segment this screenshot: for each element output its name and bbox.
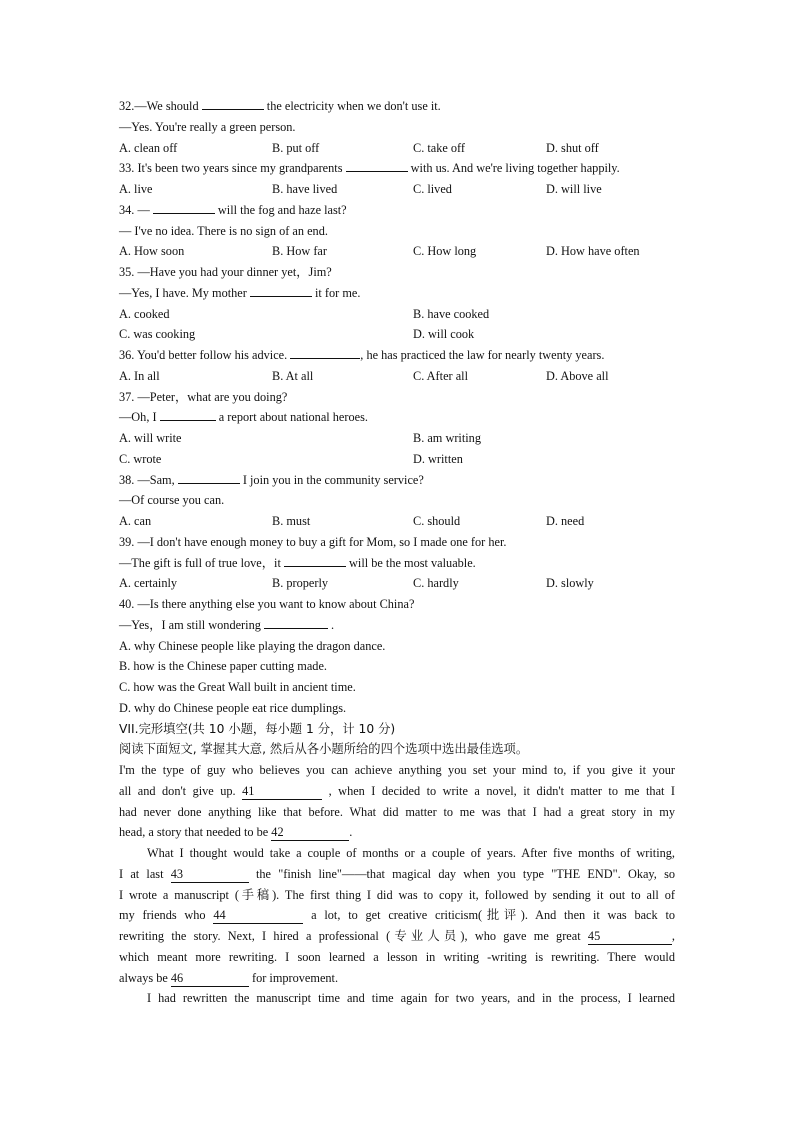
q34-option-a: A. How soon — [119, 244, 185, 259]
q36-options — [119, 366, 675, 387]
passage-line: which meant more rewriting. I soon learned a lesson in writing -writing is rewriting. There would — [119, 949, 675, 964]
q35-reply — [119, 283, 675, 304]
q39-blank — [284, 553, 346, 567]
q37-options-row1 — [119, 428, 675, 449]
q36-stem-start: 36. You'd better follow his advice. — [119, 348, 288, 362]
q37-option-b: B. am writing — [413, 431, 481, 445]
passage-line: I wrote a manuscript (手稿). The first thing I did was to copy it, followed by sending it out to all of — [119, 887, 675, 902]
q39-option-d: D. slowly — [546, 576, 594, 591]
q40-option-c: C. how was the Great Wall built in ancient time. — [119, 680, 356, 694]
cloze-blank-42: 42 — [271, 825, 349, 841]
q32-option-a: A. clean off — [119, 140, 178, 155]
q39-reply — [119, 553, 675, 574]
question-40: 40. —Is there anything else you want to know about China? — [119, 597, 415, 611]
q40-blank — [264, 615, 328, 629]
q32-option-d: D. shut off — [546, 140, 599, 155]
q39-options — [119, 573, 675, 594]
q33-stem-end: with us. And we're living together happily. — [410, 161, 620, 176]
passage-text: the "finish line"——that magical day when you type "THE END". Okay, so — [255, 866, 676, 881]
passage-line — [119, 781, 675, 802]
q37-option-d: D. written — [413, 451, 463, 466]
q34-option-d: D. How have often — [546, 244, 640, 259]
section-instruction: 阅读下面短文, 掌握其大意, 然后从各小题所给的四个选项中选出最佳选项。 — [119, 742, 529, 757]
q33-option-a: A. live — [119, 182, 153, 196]
q35-options-row1 — [119, 304, 675, 325]
cloze-blank-41: 41 — [242, 784, 322, 800]
q36-blank — [290, 345, 360, 359]
q38-option-b: B. must — [272, 514, 311, 528]
q34-blank — [153, 200, 215, 214]
q37-options-row2 — [119, 449, 675, 470]
q34-stem-end: will the fog and haze last? — [217, 202, 347, 217]
question-37: 37. —Peter，what are you doing? — [119, 389, 288, 404]
question-35: 35. —Have you had your dinner yet，Jim? — [119, 265, 332, 279]
q37-reply-start: —Oh, I — [119, 410, 157, 425]
q40-option-b: B. how is the Chinese paper cutting made. — [119, 659, 327, 674]
q40-reply-end: . — [331, 617, 335, 632]
passage-text: head, a story that needed to be — [119, 825, 269, 840]
q37-option-a: A. will write — [119, 431, 182, 445]
q40-reply-start: —Yes，I am still wondering — [119, 617, 261, 632]
passage-text: all and don't give up. — [119, 783, 236, 798]
cloze-blank-44: 44 — [213, 908, 303, 924]
q35-reply-end: it for me. — [315, 285, 361, 300]
q32-options — [119, 138, 675, 159]
q32-stem-start: 32.—We should — [119, 99, 199, 113]
q34-options — [119, 241, 675, 262]
q38-option-a: A. can — [119, 514, 152, 528]
question-34 — [119, 200, 675, 221]
passage-line — [119, 905, 675, 926]
passage-line — [119, 864, 675, 885]
passage-text: a lot, to get creative criticism(批评). And then it was back to — [311, 908, 676, 923]
q39-option-c: C. hardly — [413, 576, 459, 591]
q38-reply: —Of course you can. — [119, 493, 225, 508]
cloze-blank-45: 45 — [588, 929, 672, 945]
question-38 — [119, 470, 675, 491]
passage-text: , when I decided to write a novel, it didn't matter to me that I — [328, 783, 676, 798]
q40-option-d: D. why do Chinese people eat rice dumplings. — [119, 700, 347, 715]
q38-option-c: C. should — [413, 514, 461, 528]
question-33 — [119, 158, 675, 179]
passage-text: my friends who — [119, 908, 206, 923]
q33-option-b: B. have lived — [272, 182, 338, 196]
q32-option-b: B. put off — [272, 140, 320, 155]
q34-option-c: C. How long — [413, 244, 477, 259]
q35-option-b: B. have cooked — [413, 306, 490, 321]
passage-text: . — [349, 825, 353, 840]
passage-line — [119, 926, 675, 947]
question-32 — [119, 96, 675, 117]
question-36 — [119, 345, 675, 366]
passage-line: I'm the type of guy who believes you can achieve anything you set your mind to, if you give it your — [119, 763, 675, 777]
q32-blank — [202, 96, 264, 110]
q32-option-c: C. take off — [413, 140, 466, 155]
passage-line: I had rewritten the manuscript time and time again for two years, and in the process, I learned — [147, 991, 675, 1006]
q35-option-a: A. cooked — [119, 306, 170, 321]
cloze-blank-43: 43 — [171, 867, 249, 883]
q36-option-c: C. After all — [413, 368, 468, 383]
q33-option-c: C. lived — [413, 182, 452, 196]
q36-option-b: B. At all — [272, 368, 314, 383]
q36-stem-end: , he has practiced the law for nearly twenty years. — [360, 348, 605, 362]
q33-blank — [346, 158, 408, 172]
q32-stem-end: the electricity when we don't use it. — [266, 99, 441, 113]
q33-options — [119, 179, 675, 200]
q38-stem-start: 38. —Sam, — [119, 472, 175, 487]
q40-option-a: A. why Chinese people like playing the dragon dance. — [119, 638, 386, 653]
q34-option-b: B. How far — [272, 244, 327, 259]
q35-blank — [250, 283, 312, 297]
q35-option-d: D. will cook — [413, 327, 475, 342]
q36-option-d: D. Above all — [546, 368, 609, 383]
question-39: 39. —I don't have enough money to buy a gift for Mom, so I made one for her. — [119, 534, 507, 549]
q37-reply — [119, 407, 675, 428]
q39-option-a: A. certainly — [119, 576, 178, 591]
q35-reply-start: —Yes, I have. My mother — [119, 285, 247, 300]
q32-reply: —Yes. You're really a green person. — [119, 119, 296, 134]
q37-blank — [160, 407, 216, 421]
q36-option-a: A. In all — [119, 368, 160, 383]
section-title: VII.完形填空(共 10 小题，每小题 1 分，计 10 分) — [119, 721, 396, 736]
passage-text: I at last — [119, 866, 164, 881]
q37-option-c: C. wrote — [119, 451, 162, 466]
passage-line: What I thought would take a couple of months or a couple of years. After five months of writing, — [147, 846, 675, 860]
passage-line — [119, 822, 675, 843]
q34-stem-start: 34. — — [119, 202, 150, 217]
passage-text: always be — [119, 970, 168, 985]
cloze-blank-46: 46 — [171, 971, 249, 987]
q35-options-row2 — [119, 324, 675, 345]
q38-options — [119, 511, 675, 532]
passage-line: had never done anything like that before. What did matter to me was that I had a great story in my — [119, 804, 675, 819]
passage-text: for improvement. — [251, 970, 339, 985]
q35-option-c: C. was cooking — [119, 327, 196, 342]
passage-line — [119, 968, 675, 989]
q33-option-d: D. will live — [546, 182, 602, 196]
q37-reply-end: a report about national heroes. — [218, 410, 368, 425]
q38-option-d: D. need — [546, 514, 585, 528]
q38-blank — [178, 470, 240, 484]
q33-stem-start: 33. It's been two years since my grandparents — [119, 161, 343, 176]
q34-reply: — I've no idea. There is no sign of an end. — [119, 223, 328, 238]
passage-text: , — [671, 929, 675, 943]
q38-stem-end: I join you in the community service? — [242, 472, 424, 487]
passage-text: rewriting the story. Next, I hired a professional (专业人员), who gave me great — [119, 929, 581, 943]
q39-reply-end: will be the most valuable. — [349, 555, 476, 570]
q39-reply-start: —The gift is full of true love，it — [119, 555, 281, 570]
q39-option-b: B. properly — [272, 576, 329, 591]
exam-page — [119, 96, 675, 1009]
q40-reply — [119, 615, 675, 636]
